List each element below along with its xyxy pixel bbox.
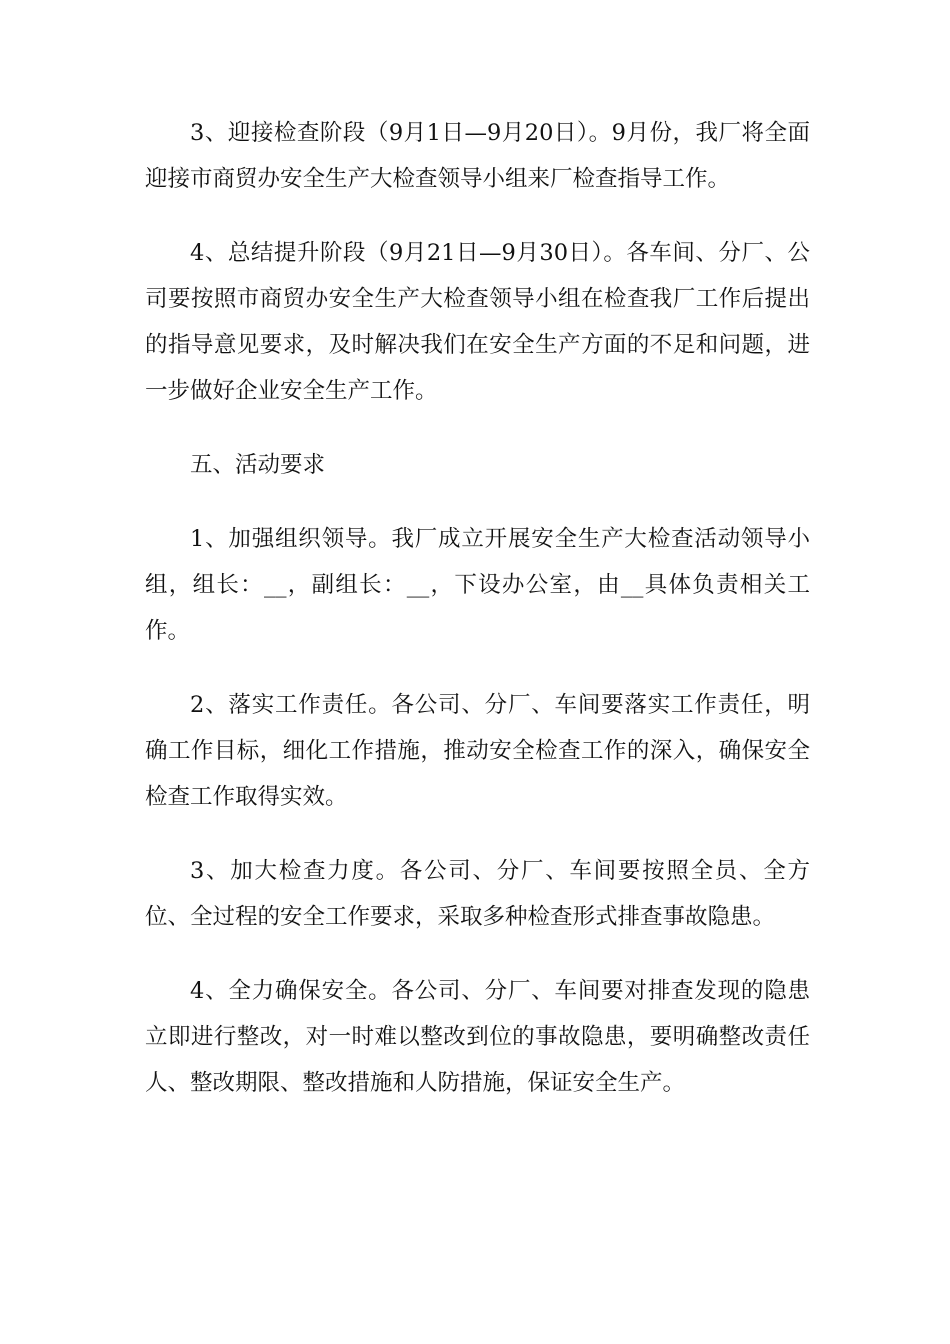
document-body	[145, 110, 810, 1134]
section-heading-activity-requirements: 五、活动要求	[190, 452, 326, 478]
paragraph-requirement-4: 4、全力确保安全。各公司、分厂、车间要对排查发现的隐患立即进行整改，对一时难以整改到位的事故隐患，要明确整改责任人、整改期限、整改措施和人防措施，保证安全生产。	[145, 978, 810, 1096]
paragraph-requirement-2: 2、落实工作责任。各公司、分厂、车间要落实工作责任，明确工作目标，细化工作措施，推动安全检查工作的深入，确保安全检查工作取得实效。	[145, 692, 810, 810]
paragraph-stage-4: 4、总结提升阶段（9月21日—9月30日）。各车间、分厂、公司要按照市商贸办安全生产大检查领导小组在检查我厂工作后提出的指导意见要求，及时解决我们在安全生产方面的不足和问题，进一步做好企业安全生产工作。	[145, 240, 810, 404]
paragraph-stage-3: 3、迎接检查阶段（9月1日—9月20日）。9月份，我厂将全面迎接市商贸办安全生产大检查领导小组来厂检查指导工作。	[145, 120, 810, 192]
paragraph-requirement-3: 3、加大检查力度。各公司、分厂、车间要按照全员、全方位、全过程的安全工作要求，采取多种检查形式排查事故隐患。	[145, 858, 810, 930]
paragraph-requirement-1: 1、加强组织领导。我厂成立开展安全生产大检查活动领导小组，组长：__，副组长：__，下设办公室，由__具体负责相关工作。	[145, 526, 810, 644]
